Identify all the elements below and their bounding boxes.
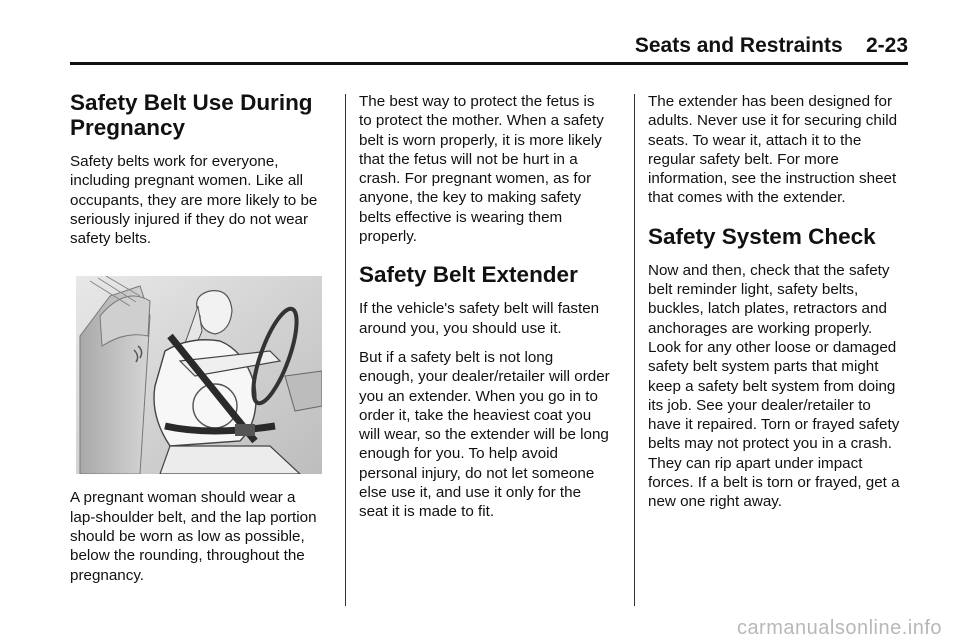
column-divider-1 [345, 94, 346, 606]
paragraph-belts-everyone: Safety belts work for everyone, including pregnant women. Like all occupants, they are more likely to be seriously injured if they do not wear safety belts. [70, 153, 318, 248]
column-1 [70, 90, 322, 595]
paragraph-use-vehicle-belt: If the vehicle's safety belt will fasten around you, you should use it. [359, 300, 600, 337]
column-3 [648, 92, 900, 522]
paragraph-system-check: Now and then, check that the safety belt reminder light, safety belts, buckles, latch plates, retractors and anchorages are working properly. Look for any other loose or damaged safety belt system parts that might keep a safety belt system from doing its job. See your dealer/retailer to have it repaired. Torn or frayed safety belts may not protect you in a crash. They can rip apart under impact forces. If a belt is torn or frayed, get a new one right away. [648, 261, 900, 511]
header-rule [70, 62, 908, 65]
header-title [635, 34, 908, 58]
heading-belt-extender: Safety Belt Extender [359, 262, 578, 288]
heading-belt-pregnancy: Safety Belt Use During Pregnancy [70, 90, 313, 140]
paragraph-protect-fetus: The best way to protect the fetus is to protect the mother. When a safety belt is worn properly, it is more likely that the fetus will not be hurt in a crash. For pregnant women, as for anyone, the key to making safety belts effective is wearing them properly. [359, 93, 604, 246]
paragraph-extender-adults: The extender has been designed for adults. Never use it for securing child seats. To wear it, attach it to the regular safety belt. For more information, see the instruction sheet that comes with the extender. [648, 93, 898, 207]
page-header [70, 30, 908, 64]
header-section: Seats and Restraints [634, 34, 843, 57]
header-page-number: 2-23 [865, 34, 908, 57]
pregnant-woman-seatbelt-illustration [70, 276, 322, 474]
paragraph-order-extender: But if a safety belt is not long enough, your dealer/retailer will order you an extender. When you go in to order it, take the heaviest coat you will wear, so the extender will be long enough for you. To help avoid personal injury, do not let someone else use it, and use it only for the seat it is made to fit. [359, 348, 610, 521]
column-divider-2 [634, 94, 635, 606]
column-2 [359, 92, 611, 532]
watermark: carmanualsonline.info [736, 617, 942, 639]
paragraph-illustration-caption: A pregnant woman should wear a lap-shoulder belt, and the lap portion should be worn as low as possible, below the rounding, throughout the pregnancy. [70, 489, 317, 584]
heading-safety-system-check: Safety System Check [648, 223, 876, 249]
illustration-svg [70, 276, 322, 474]
